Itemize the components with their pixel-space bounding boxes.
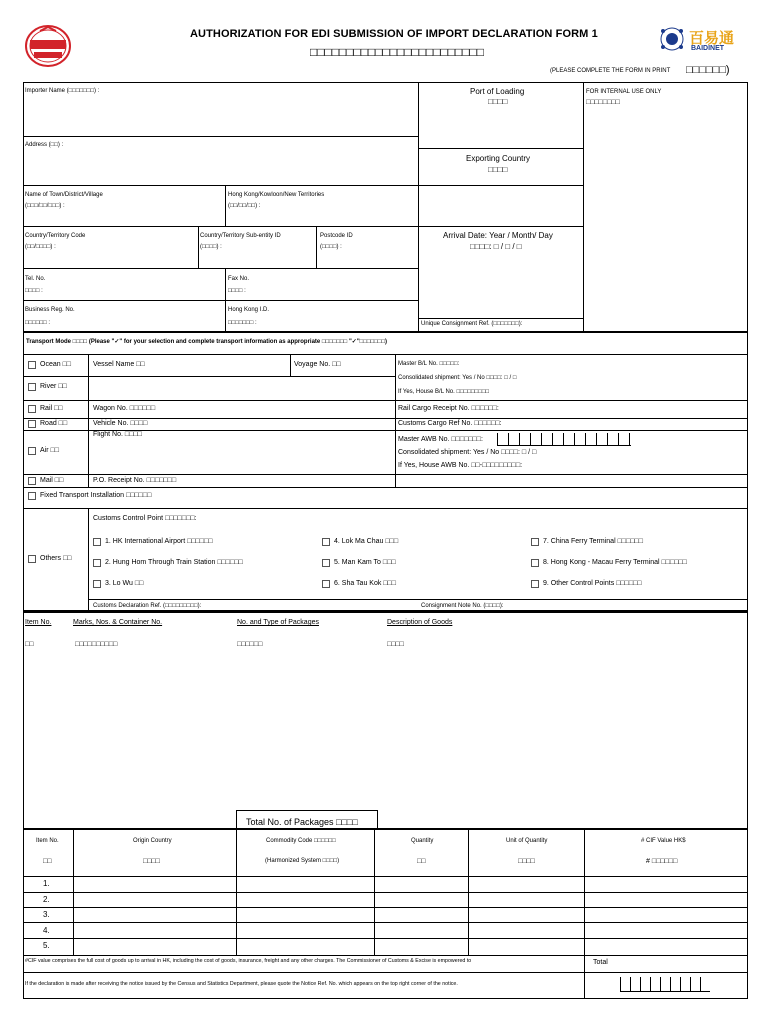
wagon-label: Wagon No. □□□□□□ — [93, 405, 156, 412]
master-awb-boxes[interactable] — [497, 433, 631, 446]
tel-label-zh: □□□□ : — [25, 288, 43, 294]
cif-note: #CIF value comprises the full cost of goods up to arrival in HK, including the cost of goods, insurance, freight and any other charges. The Commissioner of Customs & Excise is empowered to — [25, 958, 472, 964]
th-unit: Unit of Quantity — [506, 838, 548, 844]
th-quantity-zh: □□ — [417, 858, 426, 865]
house-awb-label: If Yes, House AWB No. □□-□□□□□□□□□: — [398, 462, 523, 469]
town-label: Name of Town/District/Village — [25, 192, 103, 198]
goods-entry-area[interactable] — [25, 655, 745, 805]
th-cif-zh: # □□□□□□ — [646, 858, 678, 865]
master-bl-label: Master B/L No. □□□□□: — [398, 361, 460, 367]
th-commodity-zh: (Harmonized System □□□□) — [265, 858, 340, 864]
fixed-checkbox[interactable] — [28, 492, 36, 500]
th-unit-zh: □□□□ — [518, 858, 535, 865]
cp2-checkbox[interactable] — [93, 559, 101, 567]
th-item-no-zh: □□ — [43, 858, 52, 865]
cp4-label: 4. Lok Ma Chau □□□ — [334, 538, 399, 545]
master-awb-label: Master AWB No. □□□□□□□: — [398, 436, 483, 443]
vessel-label: Vessel Name □□ — [93, 361, 145, 368]
row-5-label: 5. — [43, 941, 50, 950]
row-3-label: 3. — [43, 910, 50, 919]
ocean-checkbox[interactable] — [28, 361, 36, 369]
rail-receipt-label: Rail Cargo Receipt No. □□□□□□: — [398, 405, 499, 412]
internal-use-label: FOR INTERNAL USE ONLY — [586, 89, 662, 95]
th-quantity: Quantity — [411, 838, 434, 844]
cp6-checkbox[interactable] — [322, 580, 330, 588]
fixed-label: Fixed Transport Installation □□□□□□ — [40, 492, 152, 499]
item-no-heading: Item No. — [25, 619, 52, 626]
th-commodity: Commodity Code □□□□□□ — [266, 838, 336, 844]
cp6-label: 6. Sha Tau Kok □□□ — [334, 580, 396, 587]
marks-heading-zh: □□□□□□□□□□ — [75, 641, 118, 648]
row-2-label: 2. — [43, 895, 50, 904]
cp4-checkbox[interactable] — [322, 538, 330, 546]
air-checkbox[interactable] — [28, 447, 36, 455]
description-heading: Description of Goods — [387, 619, 453, 626]
total-label: Total — [593, 959, 608, 966]
marks-heading: Marks, Nos. & Container No. — [73, 619, 163, 626]
customs-cargo-label: Customs Cargo Ref No. □□□□□□: — [398, 420, 502, 427]
cp8-checkbox[interactable] — [531, 559, 539, 567]
ucr-label: Unique Consignment Ref. (□□□□□□□): — [421, 321, 523, 327]
cp3-label: 3. Lo Wu □□ — [105, 580, 144, 587]
country-code-label-zh: (□□/□□□□) : — [25, 244, 56, 250]
consolidated-sea-label: Consolidated shipment: Yes / No □□□□: □ / □ — [398, 375, 517, 381]
row-1-label: 1. — [43, 879, 50, 888]
cp1-checkbox[interactable] — [93, 538, 101, 546]
exporting-country-zh: □□□□ — [488, 165, 508, 174]
customs-decl-label: Customs Declaration Ref. (□□□□□□□□□): — [93, 603, 202, 609]
postcode-label-zh: (□□□□) : — [320, 244, 342, 250]
postcode-label: Postcode ID — [320, 233, 353, 239]
rail-checkbox[interactable] — [28, 405, 36, 413]
importer-name-field[interactable] — [25, 98, 415, 134]
print-note-zh: □□□□□□) — [686, 64, 730, 76]
river-checkbox[interactable] — [28, 383, 36, 391]
address-label: Address (□□) : — [25, 142, 64, 148]
hkid-label-zh: □□□□□□□ : — [228, 320, 257, 326]
others-label: Others □□ — [40, 555, 72, 562]
mail-checkbox[interactable] — [28, 477, 36, 485]
mail-label: Mail □□ — [40, 477, 64, 484]
packages-heading: No. and Type of Packages — [237, 619, 319, 626]
cp1-label: 1. HK International Airport □□□□□□ — [105, 538, 213, 545]
cp5-label: 5. Man Kam To □□□ — [334, 559, 396, 566]
hk-region-label-zh: (□□/□□/□□) : — [228, 203, 261, 209]
br-no-label-zh: □□□□□□ : — [25, 320, 51, 326]
cp7-label: 7. China Ferry Terminal □□□□□□ — [543, 538, 643, 545]
subentity-label: Country/Territory Sub-entity ID — [200, 233, 281, 239]
cp2-label: 2. Hung Hom Through Train Station □□□□□□ — [105, 559, 243, 566]
ocean-label: Ocean □□ — [40, 361, 72, 368]
total-packages-label: Total No. of Packages □□□□ — [246, 817, 358, 827]
consignment-note-label: Consignment Note No. (□□□□): — [421, 603, 504, 609]
cp9-label: 9. Other Control Points □□□□□□ — [543, 580, 642, 587]
cp9-checkbox[interactable] — [531, 580, 539, 588]
notice-ref-boxes[interactable] — [620, 977, 710, 992]
notice-text: If the declaration is made after receiving the notice issued by the Census and Statistics Department, please quote the Notice Ref. No. which appears on the top right corner of the notice. — [25, 981, 458, 987]
print-note: (PLEASE COMPLETE THE FORM IN PRINT — [550, 68, 671, 74]
river-label: River □□ — [40, 383, 67, 390]
cp5-checkbox[interactable] — [322, 559, 330, 567]
cp3-checkbox[interactable] — [93, 580, 101, 588]
hkid-label: Hong Kong I.D. — [228, 307, 270, 313]
hk-region-label: Hong Kong/Kowloon/New Territories — [228, 192, 325, 198]
item-no-heading-zh: □□ — [25, 641, 34, 648]
right-logo-sub: BAIDINET — [691, 45, 725, 52]
transport-section — [23, 332, 748, 611]
th-cif: # CIF Value HK$ — [641, 838, 686, 844]
air-label: Air □□ — [40, 447, 59, 454]
consolidated-air-label: Consolidated shipment: Yes / No □□□□: □ / □ — [398, 449, 537, 456]
right-logo-text: 百易通 — [689, 29, 735, 47]
address-field[interactable] — [25, 152, 415, 183]
th-origin-zh: □□□□ — [143, 858, 160, 865]
importer-name-label: Importer Name (□□□□□□□) : — [25, 88, 100, 94]
br-no-label: Business Reg. No. — [25, 307, 75, 313]
exporting-country-field[interactable] — [420, 178, 580, 224]
country-code-label: Country/Territory Code — [25, 233, 86, 239]
form-title-zh: □□□□□□□□□□□□□□□□□□□□□□□□ — [310, 45, 484, 59]
voyage-label: Voyage No. □□ — [294, 361, 341, 368]
vehicle-label: Vehicle No. □□□□ — [93, 420, 148, 427]
right-logo — [657, 25, 747, 55]
cp7-checkbox[interactable] — [531, 538, 539, 546]
th-origin: Origin Country — [133, 838, 172, 844]
fax-label: Fax No. — [228, 276, 250, 282]
others-checkbox[interactable] — [28, 555, 36, 563]
control-point-label: Customs Control Point □□□□□□□: — [93, 515, 197, 522]
description-heading-zh: □□□□ — [387, 641, 404, 648]
port-of-loading-field[interactable] — [420, 110, 580, 146]
subentity-label-zh: (□□□□) : — [200, 244, 222, 250]
rail-label: Rail □□ — [40, 405, 63, 412]
left-logo — [24, 23, 72, 69]
fax-label-zh: □□□□ : — [228, 288, 246, 294]
port-of-loading-zh: □□□□ — [488, 97, 508, 106]
house-bl-label: If Yes, House B/L No. □□□□□□□□□ — [398, 389, 490, 395]
internal-use-zh: □□□□□□□□ — [586, 99, 620, 106]
port-of-loading-label: Port of Loading — [470, 87, 525, 96]
th-item-no: Item No. — [36, 838, 59, 844]
town-label-zh: (□□□/□□/□□□) : — [25, 203, 65, 209]
road-checkbox[interactable] — [28, 420, 36, 428]
items-table — [23, 829, 748, 999]
transport-heading: Transport Mode □□□□ (Please "✓" for your selection and complete transport information as appropriate □□□□□□□ "✓"□□□□□□□) — [26, 339, 388, 345]
flight-label: Flight No. □□□□ — [93, 431, 142, 438]
packages-heading-zh: □□□□□□ — [237, 641, 263, 648]
form-title-en: AUTHORIZATION FOR EDI SUBMISSION OF IMPORT DECLARATION FORM 1 — [190, 28, 598, 40]
po-receipt-label: P.O. Receipt No. □□□□□□□ — [93, 477, 177, 484]
arrival-date-label: Arrival Date: Year / Month/ Day — [443, 231, 553, 240]
tel-label: Tel. No. — [25, 276, 46, 282]
cp8-label: 8. Hong Kong - Macau Ferry Terminal □□□□□□ — [543, 559, 687, 566]
road-label: Road □□ — [40, 420, 68, 427]
arrival-date-zh: □□□□: □ / □ / □ — [470, 242, 522, 251]
exporting-country-label: Exporting Country — [466, 154, 531, 163]
row-4-label: 4. — [43, 926, 50, 935]
